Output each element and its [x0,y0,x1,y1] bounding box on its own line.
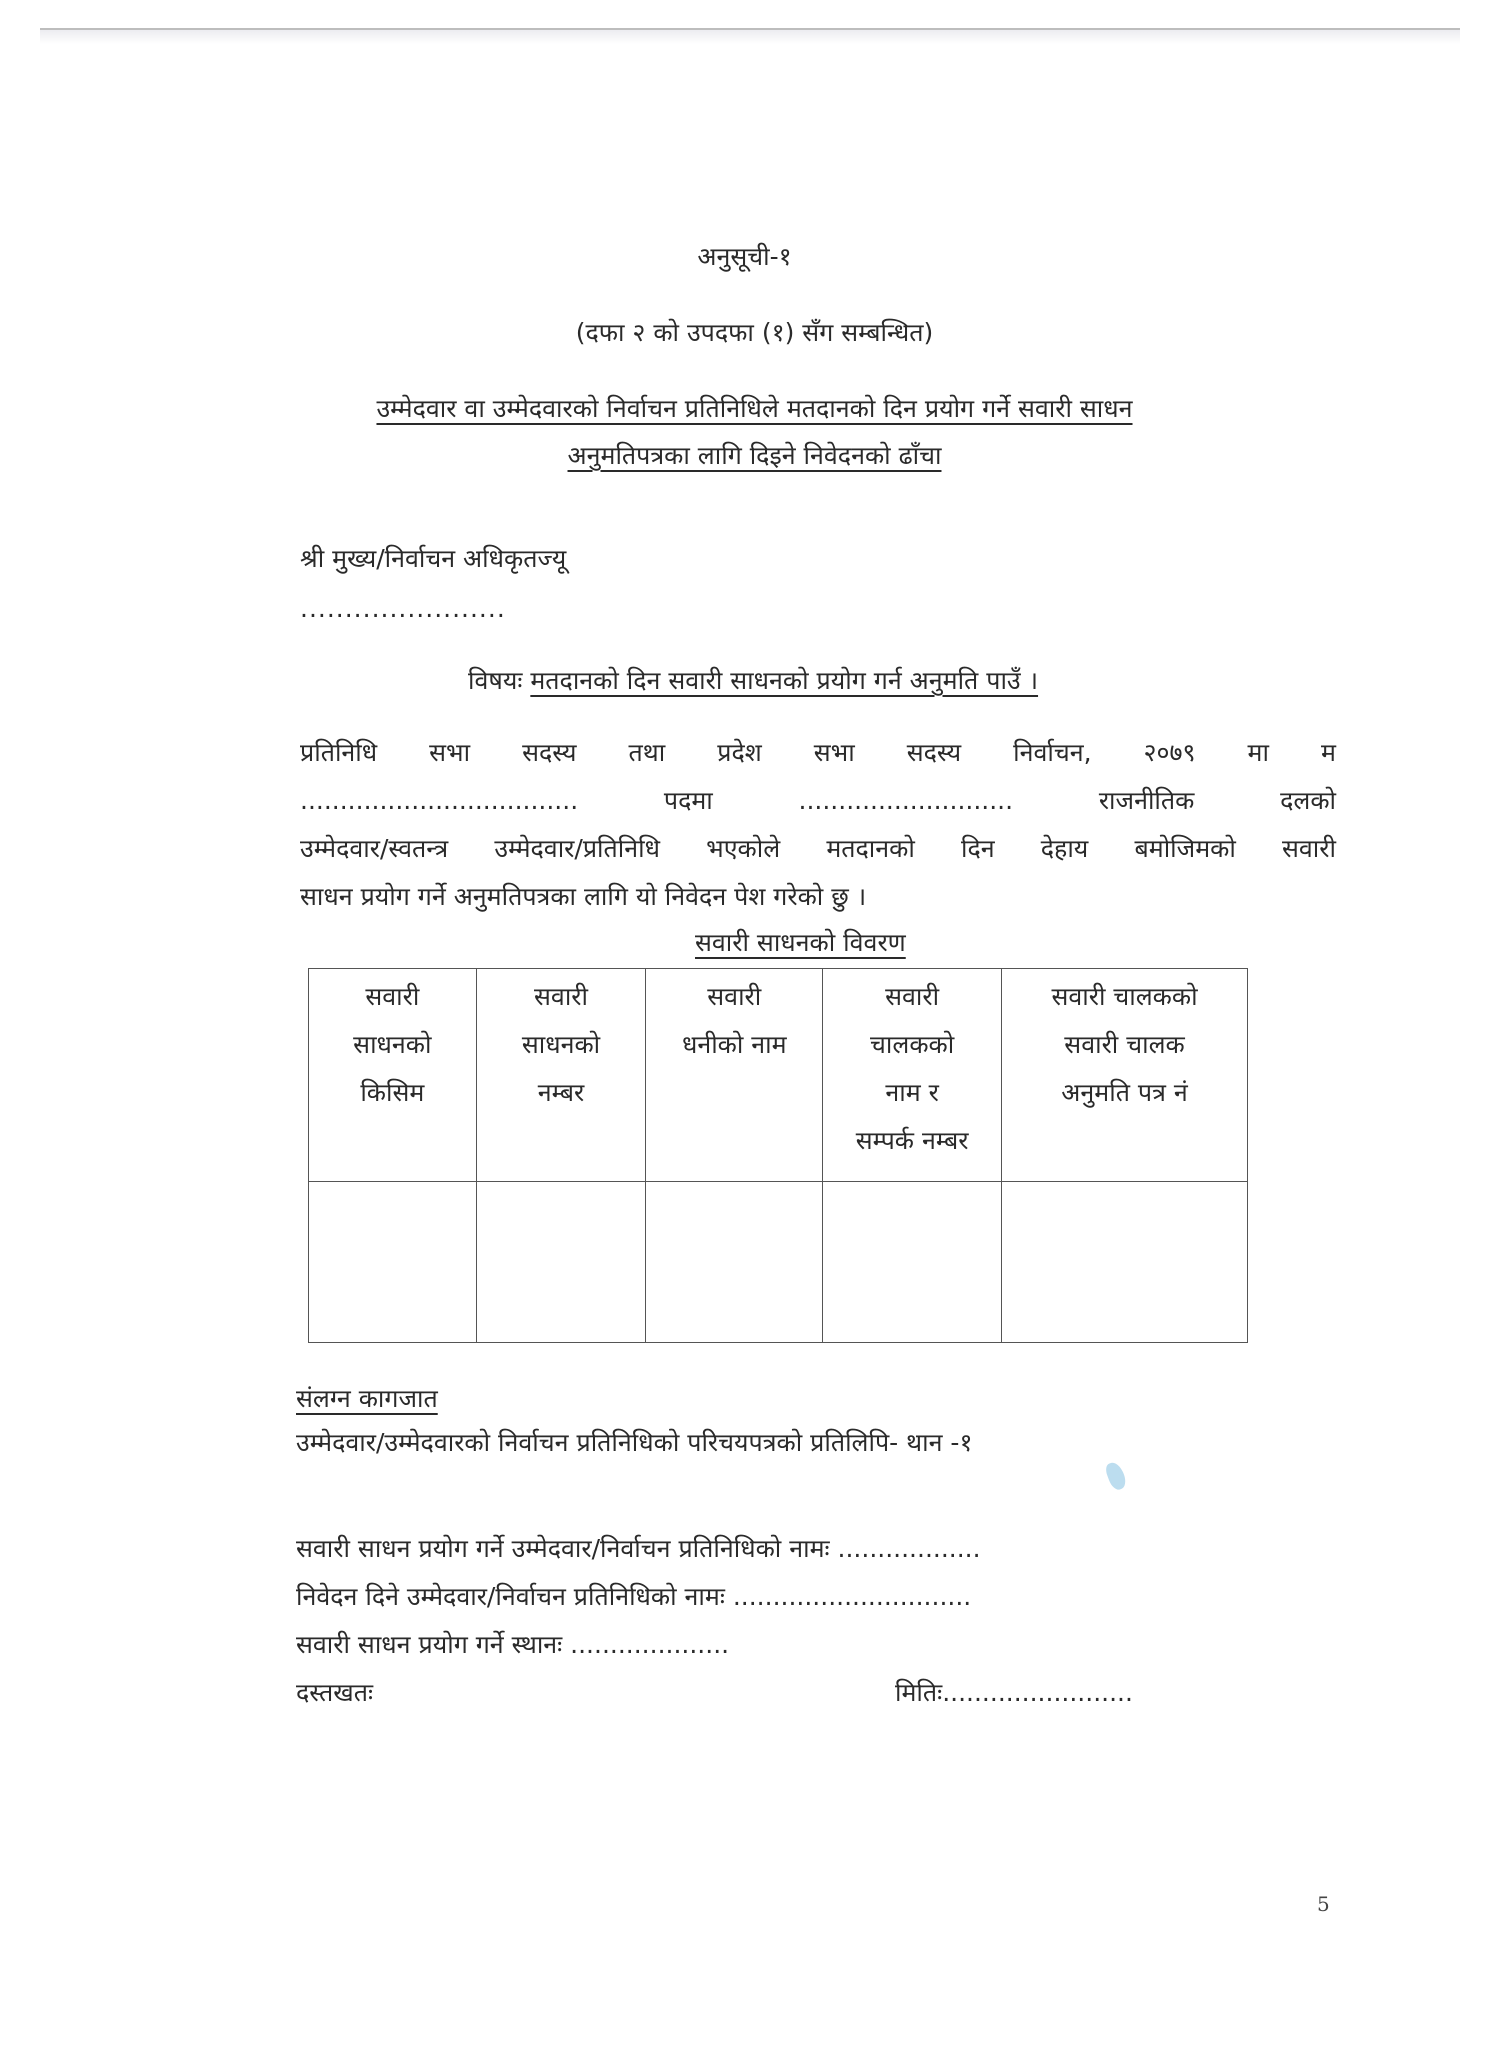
party-blank: ........................... [798,786,1014,815]
section-reference: (दफा २ को उपदफा (१) सँग सम्बन्धित) [575,318,934,347]
word: म [1320,738,1336,767]
form-title-line-2: अनुमतिपत्रका लागि दिइने निवेदनको ढाँचा [567,441,942,470]
word: उम्मेदवार/स्वतन्त्र [300,834,449,863]
attachments-heading: संलग्न कागजात [296,1384,438,1413]
word: प्रतिनिधि [300,738,378,767]
word: बमोजिमको [1134,834,1236,863]
header-driver-name-contact: सवारी चालकको नाम र सम्पर्क नम्बर [823,969,1002,1182]
page-number: 5 [1317,1892,1330,1916]
body-line-1 [300,738,1336,768]
word: तथा [628,738,666,767]
body-line-2 [300,786,1336,816]
word: मतदानको [826,834,915,863]
word: सभा [429,738,471,767]
word: पदमा [663,786,713,815]
subject-label: विषयः [468,666,523,695]
date-field: मितिः........................ [895,1678,1133,1707]
subject-text: मतदानको दिन सवारी साधनको प्रयोग गर्न अनुमति पाउँ । [530,666,1039,695]
word: भएकोले [706,834,781,863]
word: सदस्य [522,738,577,767]
word: सभा [813,738,855,767]
word: सवारी [1281,834,1336,863]
addressee: श्री मुख्य/निर्वाचन अधिकृतज्यू [300,544,567,573]
scan-edge-shade [40,30,1460,44]
cell-driver-license-number[interactable] [1002,1182,1248,1343]
word: उम्मेदवार/प्रतिनिधि [494,834,660,863]
ink-smudge [1104,1460,1129,1492]
word: सदस्य [906,738,962,767]
vehicle-use-place-field: सवारी साधन प्रयोग गर्ने स्थानः .................... [296,1630,730,1659]
addressee-office-blank: ....................... [300,594,506,623]
attachment-item: उम्मेदवार/उम्मेदवारको निर्वाचन प्रतिनिधिको परिचयपत्रको प्रतिलिपि- थान -१ [296,1428,973,1457]
body-line-3 [300,834,1336,864]
table-header-row [309,969,1248,1182]
applicant-name-field: निवेदन दिने उम्मेदवार/निर्वाचन प्रतिनिधिको नामः .............................. [296,1582,972,1611]
header-vehicle-number: सवारी साधनको नम्बर [476,969,646,1182]
word: मा [1247,738,1269,767]
header-driver-license-number: सवारी चालकको सवारी चालक अनुमति पत्र नं [1002,969,1248,1182]
vehicle-details-table [308,968,1248,1343]
word: निर्वाचन, [1013,738,1092,767]
cell-vehicle-type[interactable] [309,1182,477,1343]
word: दिन [960,834,995,863]
signature-field: दस्तखतः [296,1678,374,1707]
table-caption: सवारी साधनको विवरण [695,928,906,957]
form-title-line-1: उम्मेदवार वा उम्मेदवारको निर्वाचन प्रतिनिधिले मतदानको दिन प्रयोग गर्ने सवारी साधन [376,394,1133,423]
word: देहाय [1040,834,1089,863]
schedule-label: अनुसूची-१ [697,242,792,271]
word: प्रदेश [717,738,762,767]
table-row [309,1182,1248,1343]
header-vehicle-type: सवारी साधनको किसिम [309,969,477,1182]
header-owner-name: सवारी धनीको नाम [646,969,823,1182]
cell-owner-name[interactable] [646,1182,823,1343]
election-year: २०७९ [1143,738,1196,767]
post-blank: ................................... [300,786,579,815]
word: राजनीतिक [1098,786,1195,815]
cell-driver-name-contact[interactable] [823,1182,1002,1343]
cell-vehicle-number[interactable] [476,1182,646,1343]
vehicle-user-name-field: सवारी साधन प्रयोग गर्ने उम्मेदवार/निर्वाचन प्रतिनिधिको नामः .................. [296,1534,981,1563]
body-line-4: साधन प्रयोग गर्ने अनुमतिपत्रका लागि यो निवेदन पेश गरेको छु । [300,882,867,911]
word: दलको [1280,786,1336,815]
subject-line [468,666,1038,696]
